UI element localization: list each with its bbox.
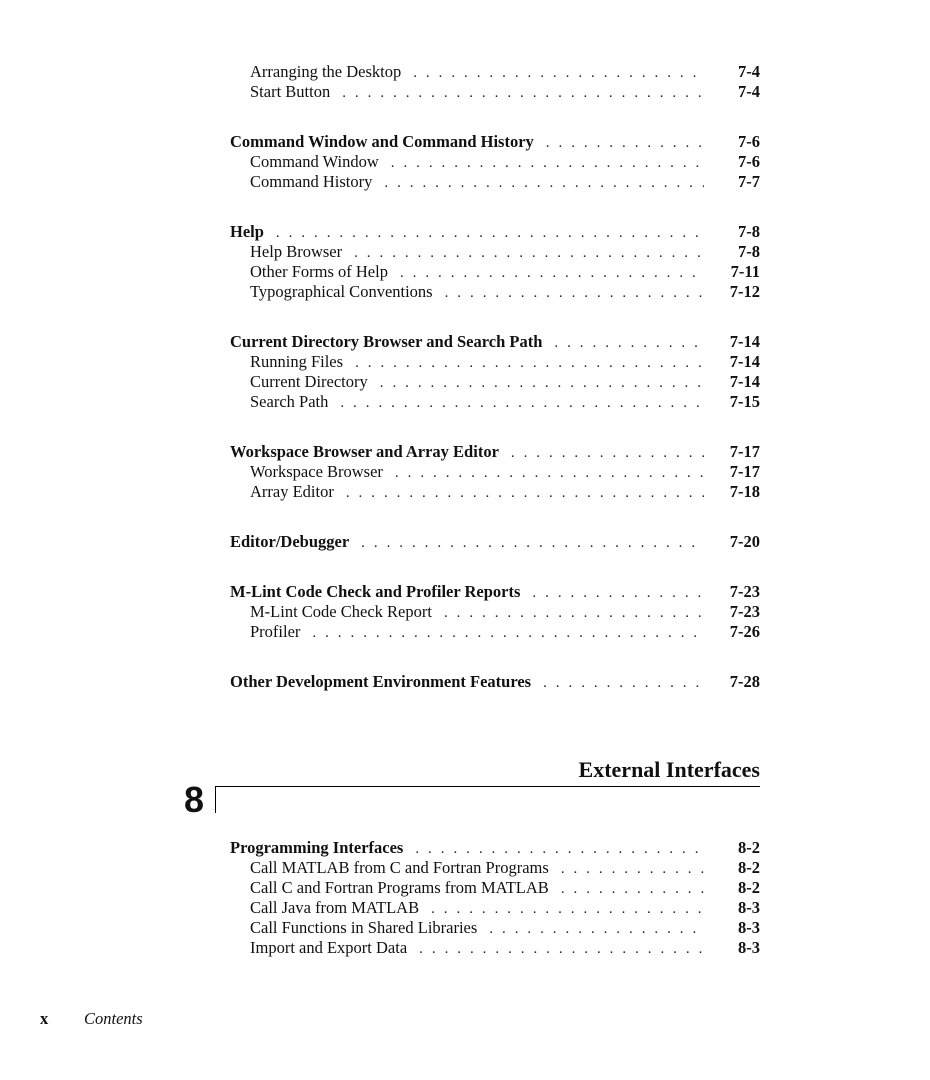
page-folio: x: [40, 1009, 49, 1028]
dot-leader: [276, 223, 704, 243]
toc-entry-title: Search Path: [250, 392, 329, 411]
dot-leader: [561, 859, 704, 879]
toc-entry[interactable]: [230, 878, 760, 898]
dot-leader: [413, 63, 704, 83]
dot-leader: [355, 353, 704, 373]
toc-section: [230, 222, 760, 302]
toc-page-number: 8-2: [738, 878, 760, 897]
dot-leader: [340, 393, 704, 413]
toc-entry[interactable]: [230, 372, 760, 392]
toc-entry-title: Call C and Fortran Programs from MATLAB: [250, 878, 549, 897]
toc-page-number: 7-14: [729, 332, 760, 351]
toc-entry-title: Current Directory: [250, 372, 368, 391]
toc-entry[interactable]: [230, 602, 760, 622]
toc-entry[interactable]: [230, 938, 760, 958]
toc-page-number: 7-23: [729, 582, 760, 601]
toc-page-number: 8-3: [738, 898, 760, 917]
toc-entry-title: Call MATLAB from C and Fortran Programs: [250, 858, 549, 877]
toc-section-heading[interactable]: [230, 532, 760, 552]
dot-leader: [546, 133, 704, 153]
dot-leader: [346, 483, 704, 503]
toc-entry[interactable]: [230, 482, 760, 502]
dot-leader: [312, 623, 704, 643]
toc-page-number: 8-3: [738, 938, 760, 957]
toc-entry-title: Other Development Environment Features: [230, 672, 532, 691]
toc-page-number: 7-14: [729, 372, 760, 391]
toc-section: [230, 62, 760, 102]
toc-entry[interactable]: [230, 262, 760, 282]
toc-entry-title: Arranging the Desktop: [250, 62, 402, 81]
dot-leader: [445, 283, 704, 303]
toc-entry-title: Command History: [250, 172, 373, 191]
toc-entry[interactable]: [230, 898, 760, 918]
toc-entry-title: Start Button: [250, 82, 331, 101]
dot-leader: [395, 463, 704, 483]
toc-entry-title: Running Files: [250, 352, 344, 371]
toc-entry[interactable]: [230, 622, 760, 642]
toc-page-number: 7-14: [729, 352, 760, 371]
toc-page-number: 7-12: [729, 282, 760, 301]
dot-leader: [511, 443, 704, 463]
toc-page-number: 7-6: [738, 132, 760, 151]
dot-leader: [554, 333, 704, 353]
toc-section-heading[interactable]: [230, 222, 760, 242]
page-footer: [40, 1008, 143, 1030]
dot-leader: [361, 533, 704, 553]
chapter-title: External Interfaces: [578, 757, 760, 782]
toc-entry-title: Typographical Conventions: [250, 282, 433, 301]
toc-page-number: 8-2: [738, 858, 760, 877]
toc-section-heading[interactable]: [230, 332, 760, 352]
toc-bottom-list: [230, 838, 760, 958]
toc-top-list: [230, 62, 760, 692]
toc-entry-title: Call Java from MATLAB: [250, 898, 420, 917]
dot-leader: [391, 153, 704, 173]
toc-page-number: 7-17: [729, 462, 760, 481]
dot-leader: [419, 939, 704, 959]
dot-leader: [384, 173, 704, 193]
dot-leader: [532, 583, 704, 603]
dot-leader: [380, 373, 704, 393]
toc-page-number: 8-3: [738, 918, 760, 937]
toc-page-number: 7-20: [729, 532, 760, 551]
toc-entry-title: Current Directory Browser and Search Path: [230, 332, 543, 351]
dot-leader: [342, 83, 704, 103]
toc-entry-title: Help Browser: [250, 242, 343, 261]
toc-entry[interactable]: [230, 172, 760, 192]
toc-entry[interactable]: [230, 152, 760, 172]
toc-section: [230, 672, 760, 692]
running-title: Contents: [84, 1009, 143, 1028]
toc-page-number: 7-8: [738, 222, 760, 241]
toc-page-number: 7-15: [729, 392, 760, 411]
toc-section: [230, 838, 760, 958]
toc-page-number: 7-4: [738, 62, 760, 81]
dot-leader: [543, 673, 704, 693]
chapter-rule-tick: [215, 786, 216, 813]
toc-entry[interactable]: [230, 858, 760, 878]
toc-entry-title: M-Lint Code Check and Profiler Reports: [230, 582, 521, 601]
toc-entry-title: Programming Interfaces: [230, 838, 404, 857]
toc-entry-title: Command Window and Command History: [230, 132, 534, 151]
toc-entry-title: Editor/Debugger: [230, 532, 350, 551]
toc-entry-title: Other Forms of Help: [250, 262, 388, 281]
toc-entry-title: M-Lint Code Check Report: [250, 602, 432, 621]
dot-leader: [400, 263, 704, 283]
toc-entry[interactable]: [230, 282, 760, 302]
toc-page-number: 7-11: [730, 262, 760, 281]
dot-leader: [489, 919, 704, 939]
toc-page-number: 7-8: [738, 242, 760, 261]
toc-section: [230, 332, 760, 412]
chapter-number: 8: [184, 779, 205, 820]
toc-section-heading[interactable]: [230, 132, 760, 152]
toc-entry-title: Profiler: [250, 622, 301, 641]
toc-entry-title: Workspace Browser: [250, 462, 383, 481]
toc-section-heading[interactable]: [230, 442, 760, 462]
toc-page-number: 7-28: [729, 672, 760, 691]
toc-page-number: 8-2: [738, 838, 760, 857]
toc-page-number: 7-4: [738, 82, 760, 101]
toc-entry[interactable]: [230, 242, 760, 262]
toc-entry-title: Workspace Browser and Array Editor: [230, 442, 499, 461]
toc-entry[interactable]: [230, 82, 760, 102]
dot-leader: [415, 839, 704, 859]
dot-leader: [444, 603, 704, 623]
toc-entry[interactable]: [230, 352, 760, 372]
toc-entry[interactable]: [230, 62, 760, 82]
toc-entry-title: Call Functions in Shared Libraries: [250, 918, 478, 937]
toc-page-number: 7-23: [729, 602, 760, 621]
toc-section-heading[interactable]: [230, 838, 760, 858]
dot-leader: [354, 243, 704, 263]
chapter-rule: [215, 786, 760, 787]
toc-entry-title: Import and Export Data: [250, 938, 408, 957]
toc-section: [230, 532, 760, 552]
toc-section: [230, 132, 760, 192]
toc-entry[interactable]: [230, 918, 760, 938]
dot-leader: [561, 879, 704, 899]
toc-entry[interactable]: [230, 392, 760, 412]
toc-section: [230, 582, 760, 642]
toc-page-number: 7-26: [729, 622, 760, 641]
toc-entry-title: Help: [230, 222, 264, 241]
toc-page-number: 7-6: [738, 152, 760, 171]
toc-page-number: 7-18: [729, 482, 760, 501]
dot-leader: [431, 899, 704, 919]
toc-section: [230, 442, 760, 502]
toc-page-number: 7-7: [738, 172, 760, 191]
toc-entry-title: Array Editor: [250, 482, 334, 501]
toc-entry[interactable]: [230, 462, 760, 482]
toc-page-number: 7-17: [729, 442, 760, 461]
toc-section-heading[interactable]: [230, 672, 760, 692]
toc-section-heading[interactable]: [230, 582, 760, 602]
toc-entry-title: Command Window: [250, 152, 379, 171]
